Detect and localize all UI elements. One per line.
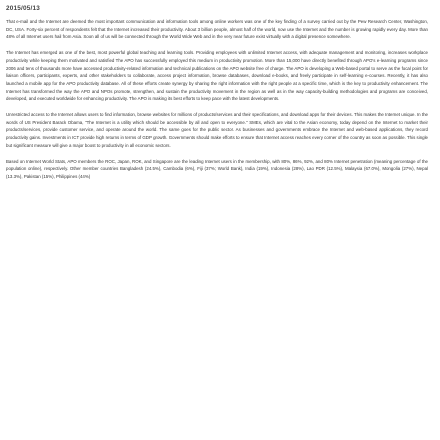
article-paragraph-3: Unrestricted access to the Internet allows users to find information, browse websites for millions of products/services and their specifications, and download apps for their devices. This makes the Internet unique. In the words of US President Barack Obama, "The Internet is a utility which should be accessible by all and open to everyone." SMEs, which are vital to the Asian economy, today depend on the Internet to market their products/services, provide customer service, and operate around the world. The same goes for the public sector. As businesses and governments embrace the Internet and web-based applications, they record productivity gains. Investments in ICT provide high returns in terms of GDP growth. Governments should make efforts to ensure that Internet access reaches every corner of the country as soon as possible. This single but significant measure will give a major boost to productivity in all economic sectors.: [6, 112, 428, 148]
article-paragraph-4: Based on Internet World Stats, APO members the ROC, Japan, ROK, and Singapore are the leading Internet users in the membership, with 80%, 86%, 92%, and 80% Internet penetration (meaning percentage of the population online), respectively. Other member countries Bangladesh (24.5%), Cambodia (6%), Fiji (37%; World Bank), India (19%), Indonesia (28%), Lao PDR (12.5%), Malaysia (67.0%), Mongolia (27%), Nepal (13.3%), Pakistan (15%), Philippines (44%): [6, 158, 428, 179]
article-date: 2015/05/13: [6, 5, 40, 12]
article-paragraph-2: The Internet has emerged as one of the best, most powerful global teaching and learning tools. Providing employees with unlimited Internet access, with adequate management and monitoring, increases workplace productivity while keeping them motivated and satisfied The APO has successfully employed this medium in productivity promotion. More than 15,000 have directly benefited through APO's e-learning programs since 2006 and tens of thousands more have accessed productivity-related information and technical publications on the APO website free of charge. The APO is developing a Web-based portal to serve as the focal point for liaison officers, participants, experts, and other stakeholders to collaborate, access project information, browse databases, download e-books, and freely participate in self-learning e-courses. Recently, it has also launched a mobile app for the APO productivity database. All of these efforts create synergy by sharing the right information with the right people at a specific time, which is the key to productivity enhancement. The Internet has transformed the way the APO and NPOs promote, strengthen, and sustain the productivity movement in the region as well as in the way capacity-building methodologies and programs are conceived, developed, and executed worldwide for enhancing productivity. The APO is making its best efforts to keep pace with the latest developments.: [6, 50, 428, 102]
article-paragraph-1: That e-mail and the Internet are deemed the most important communication and information tools among online workers was one of the key finding of a survey carried out by the Pew Research Center, Washington, DC, USA. Forty-six percent of respondents felt that the Internet increased their productivity. About 3 billion people, almost half of the world, now use the Internet and the number is growing rapidly every day. More than 48% of all Internet users hail from Asia. Soon all of us will be connected through the World Wide Web and in the very near future exist virtually with a digital presence somewhere.: [6, 19, 428, 40]
